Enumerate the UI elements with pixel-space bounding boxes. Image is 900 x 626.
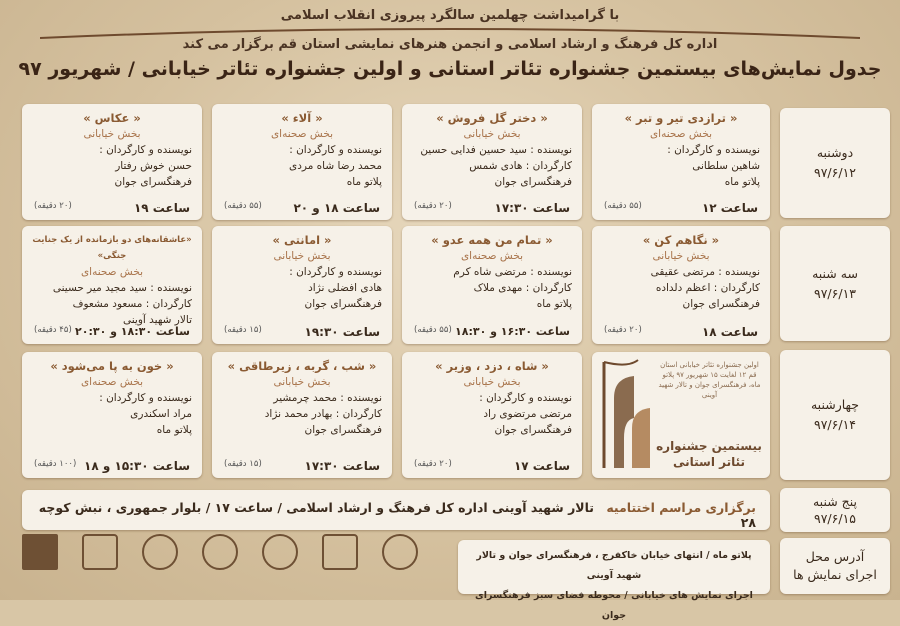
show-title: « نگاهم کن » [642, 233, 720, 247]
show-section: بخش صحنه‌ای [460, 250, 524, 262]
show-section: بخش صحنه‌ای [80, 266, 144, 278]
show-title: « خون به پا می‌شود » [50, 359, 174, 373]
show-card[interactable] [592, 226, 770, 344]
show-time: ساعت ۱۹ [133, 201, 190, 215]
show-duration: (۲۰ دقیقه) [414, 201, 452, 211]
show-credit: نویسنده و کارگردان : [667, 144, 760, 156]
show-time: ساعت ۱۸ [701, 325, 758, 339]
show-duration: (۲۰ دقیقه) [34, 201, 72, 211]
festival-name: بیستمین جشنواره تئاتر استانی [656, 439, 762, 469]
sponsor-logos [8, 508, 448, 590]
closing-detail: تالار شهید آوینی اداره کل فرهنگ و ارشاد اسلامی / ساعت ۱۷ / بلوار جمهوری ، نبش کوچه ۲۸ [38, 500, 756, 530]
people-logo-icon [142, 534, 178, 570]
show-venue: فرهنگسرای جوان [304, 298, 382, 310]
show-time: ساعت ۱۷:۳۰ [304, 459, 380, 473]
show-time: ساعت ۱۸ و ۲۰ [293, 201, 380, 215]
day-cell-wednesday [780, 350, 890, 480]
day-date: ۹۷/۶/۱۴ [814, 417, 856, 432]
watermark-logo-icon [22, 534, 58, 570]
show-title: « دختر گل فروش » [436, 111, 548, 125]
show-venue: فرهنگسرای جوان [682, 298, 760, 310]
show-credit: نویسنده و کارگردان : [479, 392, 572, 404]
show-card[interactable] [22, 352, 202, 478]
show-title: « تمام من همه عدو » [431, 233, 553, 247]
festival-info-text: اولین جشنواره تئاتر خیابانی استان قم ۱۲ لغایت ۱۵ شهریور ۹۷ پلاتو ماه، فرهنگسرای جوان و تالار شهید آوینی [658, 361, 761, 399]
show-venue: پلاتو ماه [724, 176, 760, 188]
day-date: ۹۷/۶/۱۵ [814, 511, 856, 526]
show-duration: (۲۰ دقیقه) [604, 325, 642, 335]
show-title: « آلاء » [281, 111, 323, 125]
show-venue: فرهنگسرای جوان [114, 176, 192, 188]
show-title: « عکاس » [83, 111, 141, 125]
show-credit: مرتضی مرتضوی راد [483, 408, 572, 420]
show-time: ساعت ۱۷:۳۰ [494, 201, 570, 215]
venue-label-cell [780, 538, 890, 594]
show-venue: پلاتو ماه [536, 298, 572, 310]
show-time: ساعت ۱۸:۳۰ و ۲۰:۳۰ [75, 325, 190, 338]
show-card[interactable] [212, 352, 392, 478]
festival-logo-card [592, 352, 770, 478]
venue-label-2: اجرای نمایش ها [793, 567, 877, 582]
show-duration: (۵۵ دقیقه) [224, 201, 262, 211]
show-section: بخش خیابانی [652, 250, 710, 262]
show-duration: (۲۰ دقیقه) [414, 459, 452, 469]
header-line-1: با گرامیداشت چهلمین سالگرد پیروزی انقلاب اسلامی [280, 8, 620, 23]
show-duration: (۱۵ دقیقه) [224, 459, 262, 469]
show-venue: تالار شهید آوینی [122, 314, 192, 326]
show-duration: (۴۵ دقیقه) [34, 325, 72, 335]
show-credit: نویسنده و کارگردان : [289, 266, 382, 278]
show-venue: فرهنگسرای جوان [494, 176, 572, 188]
header-line-2: اداره کل فرهنگ و ارشاد اسلامی و انجمن هنرهای نمایشی استان قم برگزار می کند [182, 37, 718, 52]
show-section: بخش خیابانی [83, 128, 141, 140]
show-section: بخش خیابانی [463, 376, 521, 388]
day-cell-thursday [780, 488, 890, 532]
show-credit: نویسنده : مرتضی عقیقی [650, 266, 760, 278]
show-credit: نویسنده : محمد چرمشیر [273, 392, 382, 404]
show-card[interactable] [22, 226, 202, 344]
show-duration: (۵۵ دقیقه) [604, 201, 642, 211]
ornament-logo-icon [262, 534, 298, 570]
closing-label: برگزاری مراسم اختتامیه [606, 500, 756, 515]
show-card[interactable] [592, 104, 770, 220]
venue-line-1: پلاتو ماه / انتهای خیابان خاکفرج ، فرهنگسرای جوان و تالار شهید آوینی [476, 550, 752, 581]
flower-logo-icon [202, 534, 238, 570]
show-card[interactable] [22, 104, 202, 220]
show-credit: کارگردان : اعظم دلداده [655, 282, 760, 294]
show-section: بخش خیابانی [463, 128, 521, 140]
venue-label-1: آدرس محل [805, 549, 865, 564]
show-title: « امانتی » [272, 233, 332, 247]
show-section: بخش خیابانی [273, 376, 331, 388]
day-cell-tuesday [780, 226, 890, 341]
show-title: « شب ، گربه ، زیرطاقی » [227, 359, 377, 373]
show-credit: مراد اسکندری [130, 408, 192, 420]
show-time: ساعت ۱۲ [701, 201, 758, 215]
show-duration: (۱۵ دقیقه) [224, 325, 262, 335]
show-credit: کارگردان : بهادر محمد نژاد [264, 408, 382, 420]
show-venue: فرهنگسرای جوان [304, 424, 382, 436]
show-card[interactable] [402, 352, 582, 478]
day-cell-monday [780, 108, 890, 218]
show-card[interactable] [402, 104, 582, 220]
show-credit: هادی افضلی نژاد [308, 282, 382, 294]
festival-logo-icon [598, 358, 654, 472]
show-credit: کارگردان : هادی شمس [469, 160, 572, 172]
show-title: « ترازدی تیر و تبر » [624, 111, 738, 125]
day-name: چهارشنبه [810, 397, 860, 412]
show-card[interactable] [212, 104, 392, 220]
show-duration: (۵۵ دقیقه) [414, 325, 452, 335]
day-name: دوشنبه [816, 145, 854, 160]
venue-line-2: اجرای نمایش های خیابانی / محوطه فضای سبز فرهنگسرای جوان [475, 590, 753, 621]
show-venue: پلاتو ماه [156, 424, 192, 436]
book-logo-icon [322, 534, 358, 570]
emblem-icon [382, 534, 418, 570]
show-venue: پلاتو ماه [346, 176, 382, 188]
show-time: ساعت ۱۶:۳۰ و ۱۸:۳۰ [455, 325, 570, 338]
show-venue: فرهنگسرای جوان [494, 424, 572, 436]
show-section: بخش خیابانی [273, 250, 331, 262]
day-date: ۹۷/۶/۱۳ [814, 285, 856, 301]
venues-box [458, 540, 770, 621]
show-section: بخش صحنه‌ای [270, 128, 334, 140]
show-section: بخش صحنه‌ای [649, 128, 713, 140]
show-section: بخش صحنه‌ای [80, 376, 144, 388]
show-credit: کارگردان : مسعود مشعوف [72, 298, 192, 310]
show-card[interactable] [212, 226, 392, 344]
show-credit: حسن خوش رفتار [115, 160, 192, 172]
show-credit: نویسنده و کارگردان : [99, 144, 192, 156]
show-credit: کارگردان : مهدی ملاک [473, 282, 572, 294]
show-card[interactable] [402, 226, 582, 344]
show-time: ساعت ۱۹:۳۰ [304, 325, 380, 339]
show-credit: محمد رضا شاه مردی [289, 160, 382, 172]
day-name: پنج شنبه [812, 494, 857, 509]
show-credit: نویسنده و کارگردان : [289, 144, 382, 156]
show-credit: شاهین سلطانی [692, 160, 760, 172]
show-time: ساعت ۱۷ [513, 459, 570, 473]
show-time: ساعت ۱۵:۳۰ و ۱۸ [84, 459, 190, 473]
show-title: «عاشقانه‌های دو بازمانده از یک جنایت جنگی» [32, 235, 192, 261]
show-credit: نویسنده : سید حسین فدایی حسین [420, 144, 572, 156]
day-date: ۹۷/۶/۱۲ [814, 165, 856, 180]
day-name: سه شنبه [812, 265, 858, 281]
show-credit: نویسنده و کارگردان : [99, 392, 192, 404]
show-title: « شاه ، دزد ، وزیر » [435, 359, 549, 373]
theatre-logo-icon [82, 534, 118, 570]
page-title: جدول نمایش‌های بیستمین جشنواره تئاتر استانی و اولین جشنواره تئاتر خیابانی / شهریور ۹۷ [18, 58, 882, 80]
show-credit: نویسنده : مرتضی شاه کرم [453, 266, 572, 278]
show-credit: نویسنده : سید مجید میر حسینی [52, 282, 192, 294]
show-duration: (۱۰۰ دقیقه) [34, 459, 77, 469]
